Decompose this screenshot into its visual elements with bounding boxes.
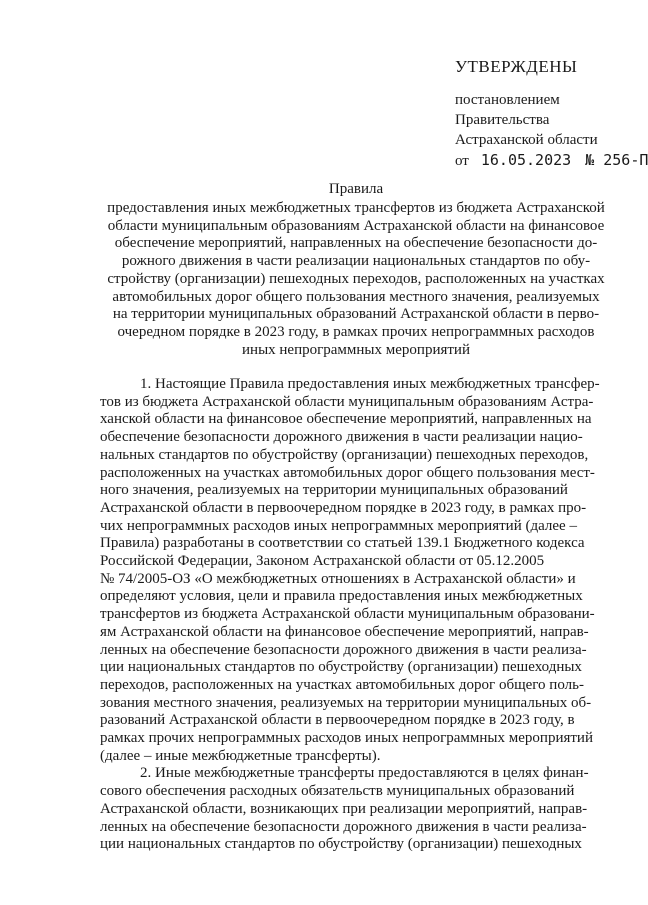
title-line: на территории муниципальных образований Астраханской области в перво- bbox=[112, 306, 600, 323]
paragraph-2-line: сового обеспечения расходных обязательств муниципальных образований bbox=[100, 783, 575, 800]
paragraph-1-line: № 74/2005-ОЗ «О межбюджетных отношениях в Астраханской области» и bbox=[100, 570, 576, 587]
paragraph-1-line: Российской Федерации, Законом Астраханской области от 05.12.2005 bbox=[100, 553, 545, 570]
paragraph-1-line: зования местного значения, реализуемых на территории муниципальных об- bbox=[100, 694, 592, 711]
approval-number-stamp: № 256-П bbox=[585, 151, 648, 169]
title-line: области муниципальным образованиям Астраханской области на финансовое bbox=[107, 217, 605, 234]
paragraph-1-line: чих непрограммных расходов иных непрограммных мероприятий (далее – bbox=[100, 517, 577, 534]
paragraph-1-line: определяют условия, цели и правила предоставления иных межбюджетных bbox=[100, 588, 583, 605]
paragraph-1-line: трансфертов из бюджета Астраханской области муниципальным образовани- bbox=[100, 606, 595, 623]
approval-line-2: Правительства bbox=[455, 112, 550, 128]
paragraph-1-line: ного значения, реализуемых на территории муниципальных образований bbox=[100, 482, 568, 499]
approval-line-3: Астраханской области bbox=[455, 132, 598, 148]
paragraph-1-line: ханской области на финансовое обеспечение мероприятий, направленных на bbox=[100, 411, 592, 428]
paragraph-1-line: нальных стандартов по обустройству (организации) пешеходных переходов, bbox=[100, 446, 589, 463]
title-line: стройству (организации) пешеходных переходов, расположенных на участках bbox=[107, 270, 605, 287]
paragraph-1-line: обеспечение безопасности дорожного движения в части реализации нацио- bbox=[100, 429, 583, 446]
paragraph-1-line: ленных на обеспечение безопасности дорожного движения в части реализа- bbox=[100, 641, 587, 658]
approval-title: УТВЕРЖДЕНЫ bbox=[455, 57, 578, 76]
paragraph-1-line: переходов, расположенных на участках автомобильных дорог общего поль- bbox=[100, 676, 584, 693]
approval-date-prefix: от bbox=[455, 153, 469, 169]
title-line: рожного движения в части реализации национальных стандартов по обу- bbox=[121, 253, 591, 270]
paragraph-1-line: ям Астраханской области на финансовое обеспечение мероприятий, направ- bbox=[100, 623, 589, 640]
title-heading: Правила bbox=[328, 181, 384, 197]
paragraph-1-line: Правила) разработаны в соответствии со статьей 139.1 Бюджетного кодекса bbox=[100, 535, 585, 552]
paragraph-2-line: ленных на обеспечение безопасности дорожного движения в части реализа- bbox=[100, 818, 587, 835]
paragraph-1-line: тов из бюджета Астраханской области муниципальным образованиям Астра- bbox=[100, 393, 594, 410]
paragraph-1-line: ции национальных стандартов по обустройству (организации) пешеходных bbox=[100, 659, 582, 676]
paragraph-2-line: Астраханской области, возникающих при реализации мероприятий, направ- bbox=[100, 800, 588, 817]
title-line: предоставления иных межбюджетных трансфертов из бюджета Астраханской bbox=[107, 200, 605, 216]
paragraph-1-line: разований Астраханской области в первоочередном порядке в 2023 году, в bbox=[100, 712, 575, 729]
paragraph-2-line: ции национальных стандартов по обустройству (организации) пешеходных bbox=[100, 836, 582, 853]
title-line: автомобильных дорог общего пользования местного значения, реализуемых bbox=[112, 288, 600, 305]
paragraph-1-line: рамках прочих непрограммных расходов иных непрограммных мероприятий bbox=[100, 730, 593, 747]
paragraph-1-line: (далее – иные межбюджетные трансферты). bbox=[100, 747, 381, 764]
approval-block bbox=[455, 57, 648, 171]
title-line: обеспечение мероприятий, направленных на обеспечение безопасности до- bbox=[114, 235, 598, 252]
paragraph-1-line: 1. Настоящие Правила предоставления иных межбюджетных трансфер- bbox=[140, 376, 600, 392]
document-body bbox=[100, 376, 612, 854]
approval-date-line bbox=[455, 150, 648, 171]
document-title bbox=[100, 180, 612, 359]
title-line: иных непрограммных мероприятий bbox=[242, 341, 470, 358]
paragraph-1-line: расположенных на участках автомобильных дорог общего пользования мест- bbox=[100, 464, 595, 481]
paragraph-2-line: 2. Иные межбюджетные трансферты предоставляются в целях финан- bbox=[140, 765, 589, 782]
approval-date-stamp: 16.05.2023 bbox=[480, 151, 572, 169]
approval-line-1: постановлением bbox=[455, 92, 560, 108]
title-line: очередном порядке в 2023 году, в рамках прочих непрограммных расходов bbox=[117, 323, 595, 340]
paragraph-1-line: Астраханской области в первоочередном порядке в 2023 году, в рамках про- bbox=[100, 499, 587, 516]
